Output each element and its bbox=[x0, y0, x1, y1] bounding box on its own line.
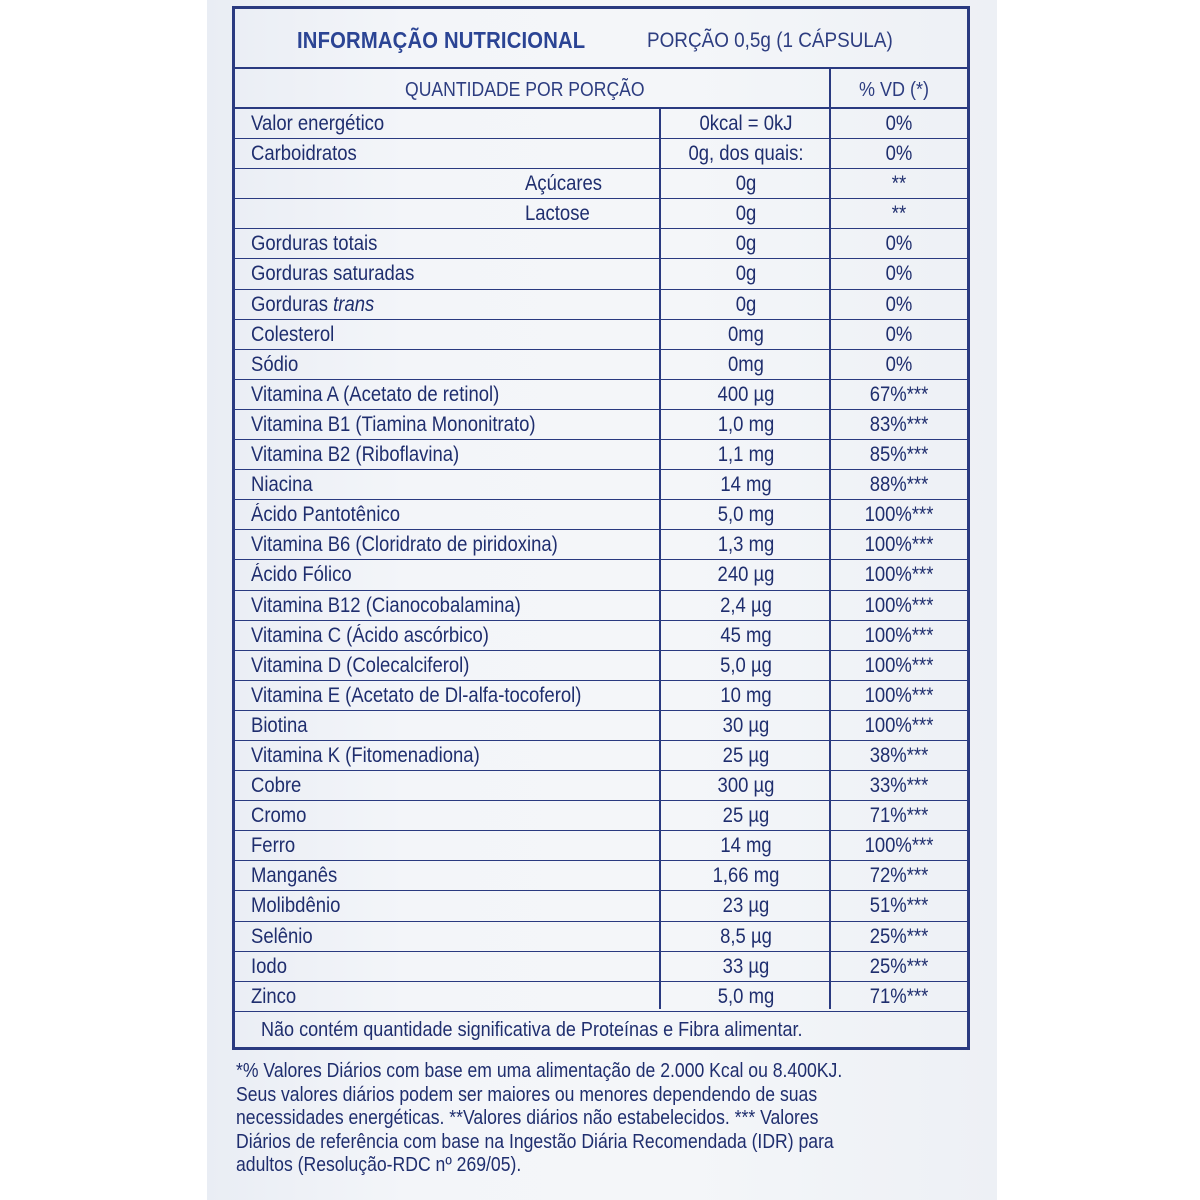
nutrient-vd: 0% bbox=[885, 112, 913, 135]
nutrient-vd: 67%*** bbox=[869, 382, 929, 406]
nutrient-amount: 23 µg bbox=[722, 894, 770, 918]
nutrient-amount: 45 mg bbox=[720, 623, 772, 647]
nutrient-name: Vitamina B6 (Cloridrato de piridoxina) bbox=[251, 533, 558, 557]
nutrient-name: Biotina bbox=[251, 713, 308, 737]
table-row bbox=[235, 229, 967, 259]
table-row bbox=[235, 290, 967, 320]
nutrient-amount: 33 µg bbox=[722, 954, 770, 978]
vd-header: % VD (*) bbox=[859, 79, 930, 101]
table-row bbox=[235, 891, 967, 921]
nutrient-vd: 100%*** bbox=[864, 533, 934, 557]
nutrient-name: Gorduras saturadas bbox=[251, 262, 415, 286]
nutrient-vd: 71%*** bbox=[869, 804, 929, 828]
nutrient-amount: 1,3 mg bbox=[717, 533, 775, 557]
nutrient-name: Gorduras totais bbox=[251, 232, 378, 256]
nutrient-rows bbox=[235, 109, 967, 1012]
nutrient-name: Vitamina B12 (Cianocobalamina) bbox=[251, 593, 521, 617]
nutrient-name: Niacina bbox=[251, 473, 313, 497]
nutrient-name: Vitamina C (Ácido ascórbico) bbox=[251, 623, 489, 647]
nutrient-vd: 25%*** bbox=[869, 954, 929, 978]
nutrient-amount: 10 mg bbox=[720, 683, 772, 707]
nutrient-vd: 0% bbox=[885, 232, 913, 256]
nutrient-vd: 100%*** bbox=[864, 683, 934, 707]
nutrient-amount: 0mg bbox=[728, 322, 764, 346]
nutrient-name: Colesterol bbox=[251, 322, 335, 346]
note-row bbox=[235, 1009, 967, 1047]
nutrient-name: Cromo bbox=[251, 804, 307, 828]
nutrient-amount: 300 µg bbox=[717, 774, 775, 798]
table-row bbox=[235, 711, 967, 741]
table-row bbox=[235, 109, 967, 139]
nutrient-name: Vitamina B2 (Riboflavina) bbox=[251, 443, 460, 467]
nutrient-amount: 0g, dos quais: bbox=[688, 142, 804, 166]
nutrient-vd: 33%*** bbox=[869, 774, 929, 798]
title-row bbox=[235, 9, 967, 69]
nutrient-amount: 5,0 µg bbox=[720, 653, 772, 677]
nutrient-amount: 14 mg bbox=[720, 473, 772, 497]
footnote-line: necessidades energéticas. **Valores diários não estabelecidos. *** Valores bbox=[236, 1107, 819, 1129]
nutrient-name: Sódio bbox=[251, 352, 299, 376]
nutrient-vd: 100%*** bbox=[864, 503, 934, 527]
nutrient-name: Ácido Pantotênico bbox=[251, 503, 400, 527]
table-row bbox=[235, 440, 967, 470]
nutrient-vd: 0% bbox=[885, 322, 913, 346]
nutrient-vd: 88%*** bbox=[869, 473, 929, 497]
nutrient-vd: 83%*** bbox=[869, 412, 929, 436]
nutrition-table bbox=[232, 6, 970, 1050]
nutrient-amount: 0g bbox=[735, 262, 757, 286]
nutrient-vd: ** bbox=[891, 202, 907, 226]
nutrient-name: Vitamina D (Colecalciferol) bbox=[251, 653, 470, 677]
table-row bbox=[235, 651, 967, 681]
nutrient-amount: 14 mg bbox=[720, 834, 772, 858]
nutrient-vd: 100%*** bbox=[864, 713, 934, 737]
nutrient-vd: 0% bbox=[885, 352, 913, 376]
nutrient-name: Iodo bbox=[251, 954, 287, 978]
table-title: INFORMAÇÃO NUTRICIONAL bbox=[297, 27, 586, 53]
footnote-line: *% Valores Diários com base em uma alimentação de 2.000 Kcal ou 8.400KJ. bbox=[236, 1060, 843, 1082]
table-row bbox=[235, 771, 967, 801]
table-row bbox=[235, 410, 967, 440]
footnote bbox=[236, 1060, 970, 1178]
nutrient-amount: 1,1 mg bbox=[717, 443, 775, 467]
nutrient-name: Valor energético bbox=[251, 112, 385, 135]
nutrient-name: Ferro bbox=[251, 834, 296, 858]
table-row bbox=[235, 320, 967, 350]
nutrient-amount: 25 µg bbox=[722, 804, 770, 828]
nutrient-vd: 0% bbox=[885, 292, 913, 316]
nutrient-amount: 30 µg bbox=[722, 713, 770, 737]
table-row bbox=[235, 530, 967, 560]
table-row bbox=[235, 922, 967, 952]
nutrient-name: Carboidratos bbox=[251, 142, 357, 166]
nutrient-vd: 100%*** bbox=[864, 834, 934, 858]
nutrient-amount: 0kcal = 0kJ bbox=[699, 112, 793, 135]
nutrient-name: Vitamina K (Fitomenadiona) bbox=[251, 743, 480, 767]
table-row bbox=[235, 982, 967, 1012]
nutrient-name: Vitamina E (Acetato de Dl-alfa-tocoferol) bbox=[251, 683, 582, 707]
nutrient-amount: 0mg bbox=[728, 352, 764, 376]
nutrient-vd: 100%*** bbox=[864, 563, 934, 587]
table-note: Não contém quantidade significativa de Proteínas e Fibra alimentar. bbox=[261, 1018, 803, 1041]
nutrient-name: Cobre bbox=[251, 774, 302, 798]
table-row bbox=[235, 741, 967, 771]
table-row bbox=[235, 621, 967, 651]
nutrient-vd: 100%*** bbox=[864, 623, 934, 647]
nutrient-vd: 38%*** bbox=[869, 743, 929, 767]
nutrient-vd: 85%*** bbox=[869, 443, 929, 467]
nutrient-vd: 0% bbox=[885, 142, 913, 166]
nutrient-name: Açúcares bbox=[525, 172, 603, 196]
nutrient-vd: 51%*** bbox=[869, 894, 929, 918]
portion-size: PORÇÃO 0,5g (1 CÁPSULA) bbox=[647, 29, 893, 52]
column-header-row bbox=[235, 69, 967, 109]
table-row bbox=[235, 139, 967, 169]
nutrient-amount: 0g bbox=[735, 292, 757, 316]
nutrient-vd: 100%*** bbox=[864, 653, 934, 677]
nutrient-amount: 1,0 mg bbox=[717, 412, 775, 436]
nutrient-vd: 25%*** bbox=[869, 924, 929, 948]
nutrient-amount: 5,0 mg bbox=[717, 984, 775, 1008]
table-row bbox=[235, 952, 967, 982]
table-row bbox=[235, 380, 967, 410]
table-row bbox=[235, 681, 967, 711]
table-row bbox=[235, 801, 967, 831]
nutrient-amount: 25 µg bbox=[722, 743, 770, 767]
nutrient-name: Manganês bbox=[251, 864, 338, 888]
table-row bbox=[235, 169, 967, 199]
nutrient-amount: 400 µg bbox=[717, 382, 775, 406]
nutrient-vd: 0% bbox=[885, 262, 913, 286]
nutrient-amount: 0g bbox=[735, 172, 757, 196]
table-row bbox=[235, 831, 967, 861]
table-row bbox=[235, 199, 967, 229]
nutrient-amount: 5,0 mg bbox=[717, 503, 775, 527]
nutrient-name: Ácido Fólico bbox=[251, 563, 352, 587]
nutrient-amount: 8,5 µg bbox=[720, 924, 772, 948]
nutrient-name: Vitamina A (Acetato de retinol) bbox=[251, 382, 500, 406]
table-row bbox=[235, 560, 967, 590]
nutrient-amount: 2,4 µg bbox=[720, 593, 772, 617]
nutrient-vd: 72%*** bbox=[869, 864, 929, 888]
quantity-header: QUANTIDADE POR PORÇÃO bbox=[405, 79, 645, 101]
nutrient-name: Vitamina B1 (Tiamina Mononitrato) bbox=[251, 412, 536, 436]
table-row bbox=[235, 259, 967, 289]
table-row bbox=[235, 500, 967, 530]
footnote-line: Seus valores diários podem ser maiores ou menores dependendo de suas bbox=[236, 1083, 818, 1106]
nutrient-vd: 100%*** bbox=[864, 593, 934, 617]
table-row bbox=[235, 591, 967, 621]
table-row bbox=[235, 861, 967, 891]
table-row bbox=[235, 470, 967, 500]
nutrient-name: Gorduras trans bbox=[251, 292, 375, 316]
nutrient-name: Molibdênio bbox=[251, 894, 341, 918]
nutrient-vd: ** bbox=[891, 172, 907, 196]
nutrient-vd: 71%*** bbox=[869, 984, 929, 1008]
nutrient-amount: 0g bbox=[735, 232, 757, 256]
footnote-line: adultos (Resolução-RDC nº 269/05). bbox=[236, 1154, 522, 1176]
nutrient-name: Zinco bbox=[251, 984, 297, 1008]
nutrient-amount: 240 µg bbox=[717, 563, 775, 587]
footnote-line: Diários de referência com base na Ingestão Diária Recomendada (IDR) para bbox=[236, 1130, 834, 1153]
nutrient-name: Selênio bbox=[251, 924, 313, 948]
nutrient-name: Lactose bbox=[525, 202, 590, 226]
nutrient-amount: 1,66 mg bbox=[712, 864, 780, 888]
nutrient-amount: 0g bbox=[735, 202, 757, 226]
table-row bbox=[235, 350, 967, 380]
